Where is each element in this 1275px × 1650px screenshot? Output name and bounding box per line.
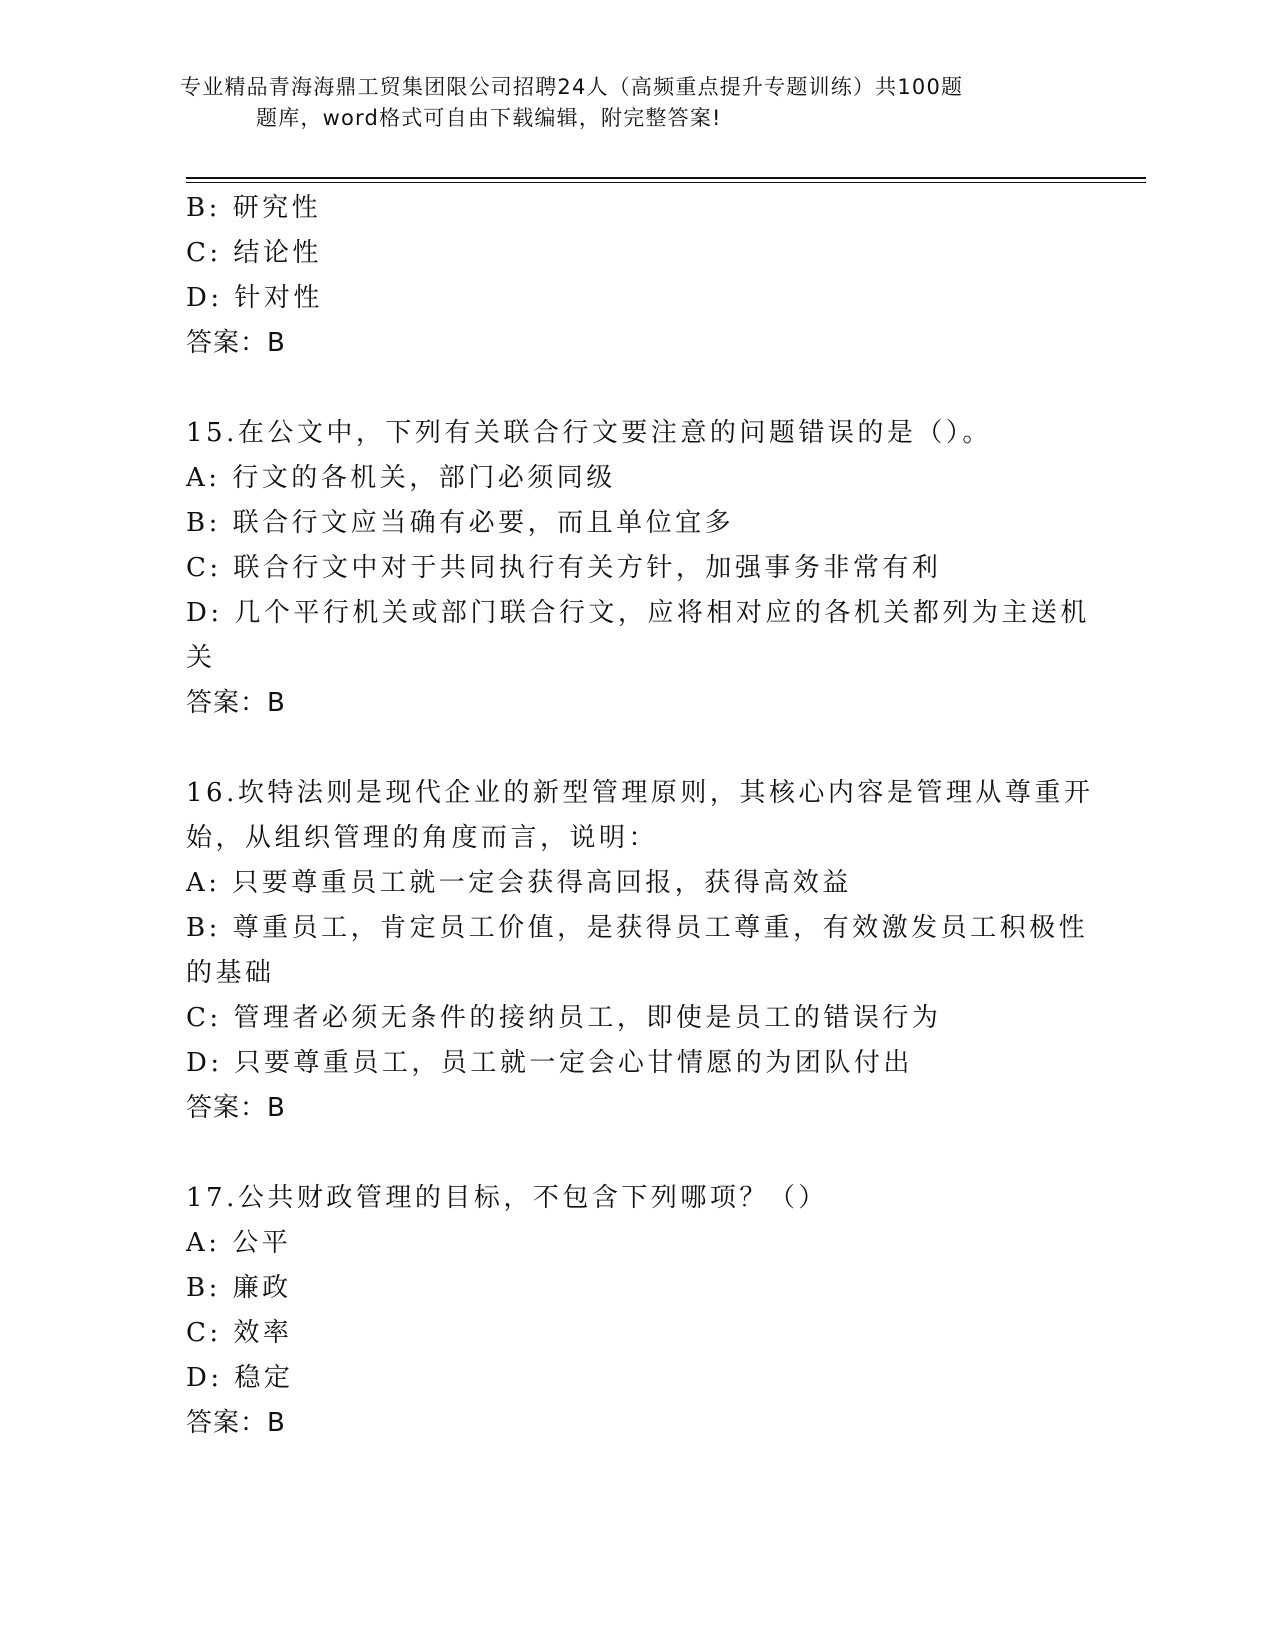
header-title-line1: 专业精品青海海鼎工贸集团限公司招聘24人（高频重点提升专题训练）共100题 (180, 75, 964, 99)
option-b: B: 研究性 (186, 193, 322, 223)
option-a: A: 只要尊重员工就一定会获得高回报，获得高效益 (186, 868, 852, 898)
header-divider-thick (186, 177, 1146, 179)
option-d: D: 针对性 (186, 283, 323, 313)
question-text-continued: 始，从组织管理的角度而言，说明： (186, 823, 659, 853)
question-17 (186, 1176, 1086, 1446)
spacer (186, 366, 1086, 411)
option-b: B: 廉政 (186, 1273, 292, 1303)
question-text: 17.公共财政管理的目标，不包含下列哪项？（） (186, 1183, 828, 1213)
question-text: 15.在公文中，下列有关联合行文要注意的问题错误的是（）。 (186, 418, 992, 448)
answer-label: 答案：B (186, 688, 286, 718)
question-16 (186, 771, 1094, 1131)
answer-label: 答案：B (186, 328, 286, 358)
option-d-continued: 关 (186, 643, 216, 673)
document-header (180, 72, 1060, 134)
option-a: A: 公平 (186, 1228, 292, 1258)
question-14-tail (186, 186, 1086, 366)
answer-label: 答案：B (186, 1408, 286, 1438)
option-c: C: 管理者必须无条件的接纳员工，即使是员工的错误行为 (186, 1003, 942, 1033)
question-15 (186, 411, 1090, 726)
option-c: C: 结论性 (186, 238, 322, 268)
spacer (186, 1131, 1086, 1176)
header-divider-thin (186, 182, 1146, 183)
option-a: A: 行文的各机关，部门必须同级 (186, 463, 616, 493)
option-d: D: 只要尊重员工，员工就一定会心甘情愿的为团队付出 (186, 1048, 913, 1078)
option-c: C: 联合行文中对于共同执行有关方针，加强事务非常有利 (186, 553, 942, 583)
option-b: B: 联合行文应当确有必要，而且单位宜多 (186, 508, 735, 538)
question-list (186, 186, 1094, 1446)
question-text: 16.坎特法则是现代企业的新型管理原则，其核心内容是管理从尊重开 (186, 778, 1094, 808)
option-b-continued: 的基础 (186, 958, 275, 988)
option-b: B: 尊重员工，肯定员工价值，是获得员工尊重，有效激发员工积极性 (186, 913, 1089, 943)
header-title-line2: 题库，word格式可自由下载编辑，附完整答案! (256, 106, 722, 130)
option-d: D: 稳定 (186, 1363, 294, 1393)
answer-label: 答案：B (186, 1093, 286, 1123)
option-d: D: 几个平行机关或部门联合行文，应将相对应的各机关都列为主送机 (186, 598, 1090, 628)
option-c: C: 效率 (186, 1318, 293, 1348)
spacer (186, 726, 1086, 771)
